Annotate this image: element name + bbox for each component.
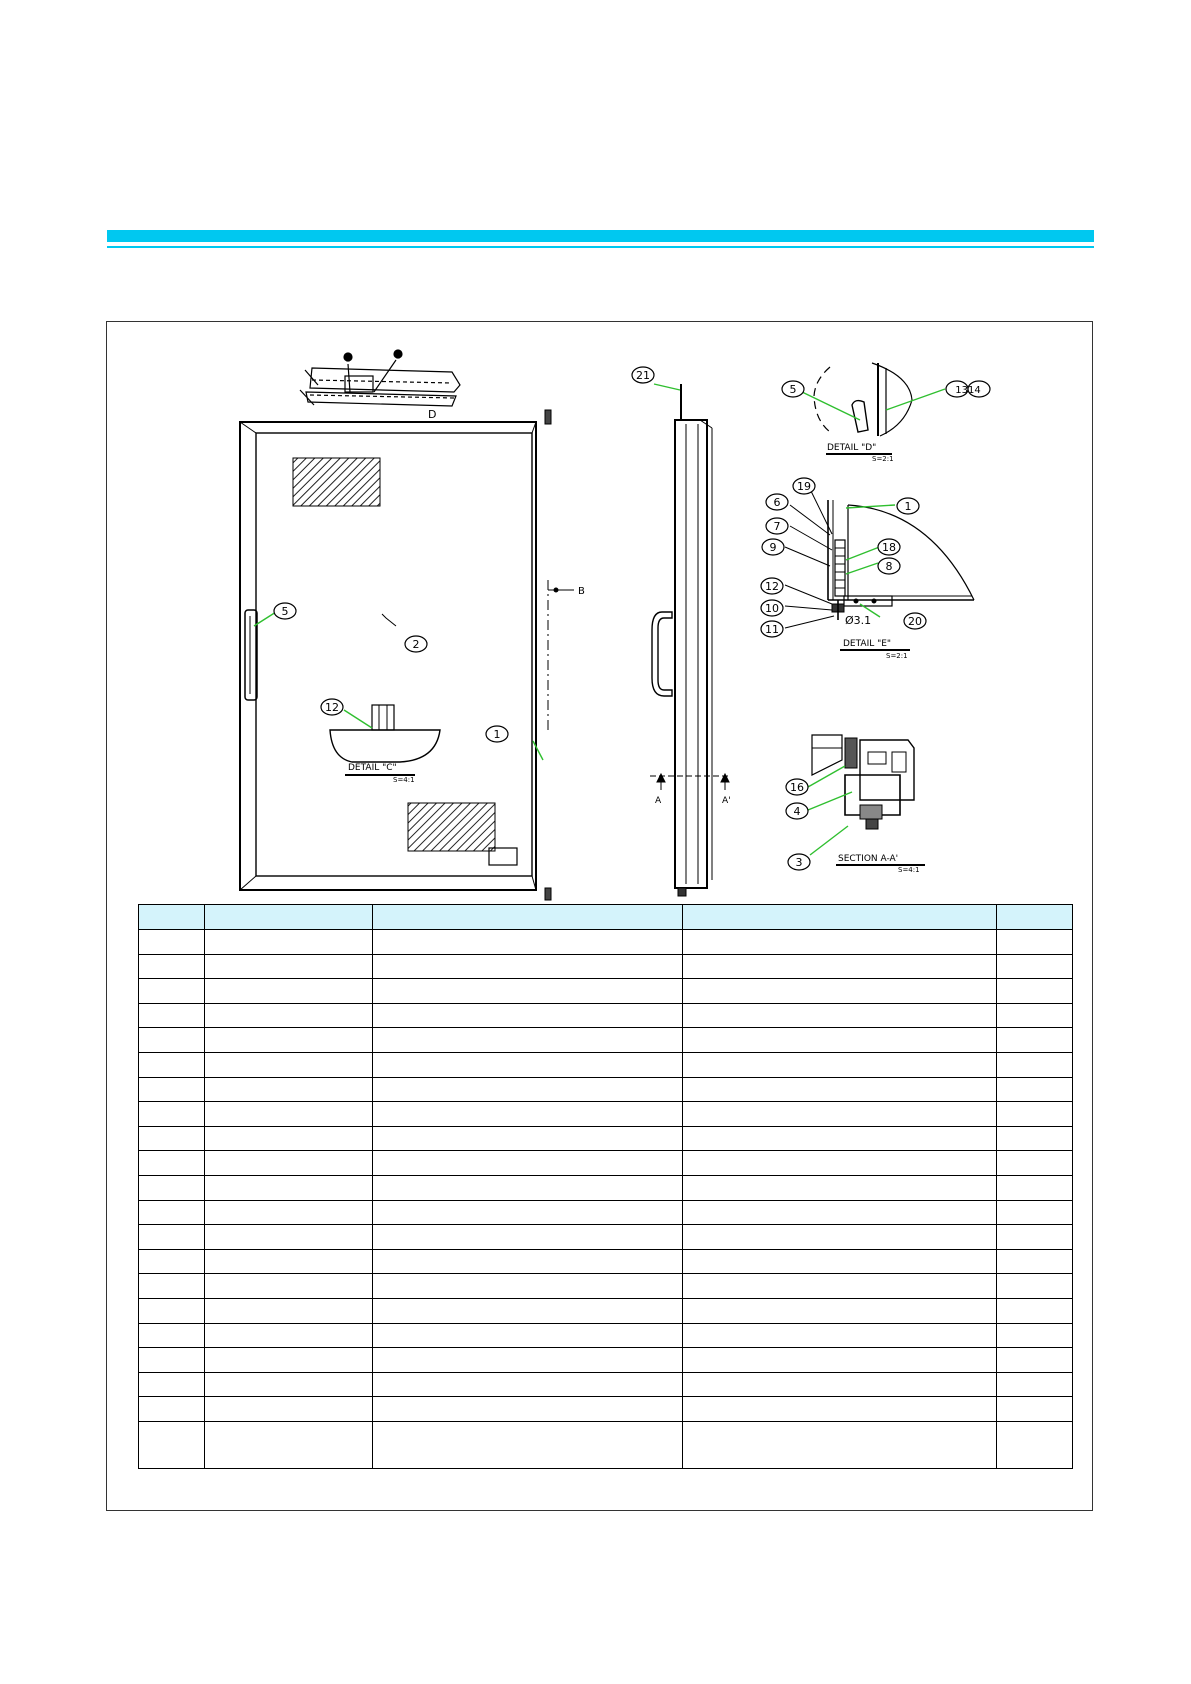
table-cell: [683, 1077, 997, 1102]
mark-a-prime: A': [722, 796, 731, 806]
table-cell: [205, 1077, 373, 1102]
callout-3: 3: [795, 856, 803, 869]
table-row: [139, 1397, 1073, 1422]
table-cell: [997, 1126, 1073, 1151]
table-row: [139, 930, 1073, 955]
table-cell: [683, 930, 997, 955]
table-row: [139, 1274, 1073, 1299]
table-cell: [205, 1225, 373, 1250]
table-cell: [139, 1175, 205, 1200]
table-cell: [205, 1249, 373, 1274]
table-cell: [997, 1200, 1073, 1225]
table-row: [139, 1200, 1073, 1225]
table-cell: [373, 1298, 683, 1323]
table-row: [139, 1077, 1073, 1102]
table-cell: [373, 930, 683, 955]
detail-e: [828, 500, 974, 650]
table-cell: [683, 1003, 997, 1028]
callout-7: 7: [773, 520, 781, 533]
table-cell: [139, 1052, 205, 1077]
table-row: [139, 1323, 1073, 1348]
table-cell: [683, 1200, 997, 1225]
table-cell: [683, 1298, 997, 1323]
callout-21: 21: [636, 369, 650, 382]
table-cell: [139, 1372, 205, 1397]
table-cell: [373, 1274, 683, 1299]
table-cell: [683, 1028, 997, 1053]
table-cell: [205, 1003, 373, 1028]
table-row: [139, 1003, 1073, 1028]
table-row: [139, 1225, 1073, 1250]
table-cell: [373, 1225, 683, 1250]
table-cell: [373, 1348, 683, 1373]
table-cell: [205, 1298, 373, 1323]
table-cell: [373, 1052, 683, 1077]
table-cell: [373, 954, 683, 979]
callout-1: 1: [493, 728, 501, 741]
table-row: [139, 1175, 1073, 1200]
table-cell: [139, 1003, 205, 1028]
table-cell: [205, 1028, 373, 1053]
table-cell: [683, 1225, 997, 1250]
phi-label: Ø3.1: [845, 614, 872, 627]
table-cell: [997, 1003, 1073, 1028]
callout-2: 2: [412, 638, 420, 651]
table-row: [139, 1249, 1073, 1274]
table-row: [139, 1421, 1073, 1468]
table-cell: [373, 1249, 683, 1274]
detail-d-scale: S=2:1: [872, 455, 894, 463]
table-cell: [997, 1077, 1073, 1102]
callout-8: 8: [885, 560, 893, 573]
table-row: [139, 1102, 1073, 1127]
table-cell: [373, 1397, 683, 1422]
table-cell: [683, 1052, 997, 1077]
table-cell: [997, 1225, 1073, 1250]
table-row: [139, 1298, 1073, 1323]
table-cell: [373, 1421, 683, 1468]
table-row: [139, 1052, 1073, 1077]
table-cell: [683, 954, 997, 979]
table-cell: [997, 1249, 1073, 1274]
mark-b: B: [578, 586, 585, 597]
section-aa: [812, 735, 925, 865]
table-cell: [683, 1348, 997, 1373]
table-cell: [139, 1421, 205, 1468]
table-cell: [139, 954, 205, 979]
parts-table-body: [139, 930, 1073, 1469]
callout-5: 5: [281, 605, 289, 618]
table-cell: [683, 1175, 997, 1200]
table-cell: [205, 930, 373, 955]
table-cell: [373, 1323, 683, 1348]
callout-10: 10: [765, 602, 779, 615]
callout-1: 1: [904, 500, 912, 513]
table-cell: [997, 1102, 1073, 1127]
table-cell: [205, 979, 373, 1004]
table-cell: [997, 1274, 1073, 1299]
table-cell: [139, 1274, 205, 1299]
table-cell: [139, 1102, 205, 1127]
table-cell: [139, 930, 205, 955]
header-cell: [139, 905, 205, 930]
callout-18: 18: [882, 541, 896, 554]
table-cell: [139, 1397, 205, 1422]
table-cell: [997, 1052, 1073, 1077]
detail-e-scale: S=2:1: [886, 652, 908, 660]
detail-e-label: DETAIL "E": [843, 639, 892, 649]
section-aa-scale: S=4:1: [898, 866, 920, 874]
table-cell: [373, 1126, 683, 1151]
parts-table-header: [139, 905, 1073, 930]
table-row: [139, 979, 1073, 1004]
header-cell: [205, 905, 373, 930]
table-cell: [997, 930, 1073, 955]
table-cell: [139, 1151, 205, 1176]
callout-6: 6: [773, 496, 781, 509]
table-cell: [205, 1372, 373, 1397]
table-cell: [997, 1175, 1073, 1200]
table-cell: [683, 1372, 997, 1397]
table-cell: [205, 1323, 373, 1348]
callout-9: 9: [769, 541, 777, 554]
table-cell: [139, 1077, 205, 1102]
callout-4: 4: [793, 805, 801, 818]
table-cell: [205, 1151, 373, 1176]
callout-13-14: 1314: [955, 385, 981, 396]
table-cell: [139, 1225, 205, 1250]
table-cell: [997, 1397, 1073, 1422]
table-cell: [997, 1348, 1073, 1373]
table-row: [139, 1028, 1073, 1053]
table-cell: [373, 1102, 683, 1127]
table-cell: [683, 1249, 997, 1274]
detail-d: [814, 363, 912, 454]
table-row: [139, 1372, 1073, 1397]
table-cell: [683, 1421, 997, 1468]
table-cell: [997, 1151, 1073, 1176]
detail-d-label: DETAIL "D": [827, 443, 877, 453]
table-cell: [683, 1397, 997, 1422]
table-cell: [997, 1028, 1073, 1053]
table-cell: [683, 1274, 997, 1299]
table-cell: [205, 954, 373, 979]
table-cell: [205, 1274, 373, 1299]
leader-lines-black: [785, 489, 834, 628]
table-cell: [373, 1151, 683, 1176]
table-cell: [139, 1348, 205, 1373]
table-cell: [139, 1323, 205, 1348]
table-cell: [139, 1298, 205, 1323]
mark-d: D: [428, 408, 437, 421]
table-cell: [139, 1028, 205, 1053]
table-row: [139, 1126, 1073, 1151]
callout-12: 12: [325, 701, 339, 714]
header-cell: [373, 905, 683, 930]
parts-list-table: [138, 904, 1073, 1469]
table-cell: [683, 1126, 997, 1151]
table-cell: [373, 1077, 683, 1102]
table-cell: [139, 1200, 205, 1225]
table-cell: [373, 1175, 683, 1200]
table-cell: [373, 1028, 683, 1053]
header-cell: [997, 905, 1073, 930]
table-cell: [373, 1003, 683, 1028]
table-cell: [205, 1102, 373, 1127]
table-cell: [997, 979, 1073, 1004]
table-cell: [683, 979, 997, 1004]
section-aa-label: SECTION A-A': [838, 854, 899, 864]
callout-19: 19: [797, 480, 811, 493]
top-hinge-detail: [300, 350, 460, 406]
callout-5: 5: [789, 383, 797, 396]
table-cell: [139, 979, 205, 1004]
table-cell: [205, 1348, 373, 1373]
table-cell: [997, 1372, 1073, 1397]
callout-12: 12: [765, 580, 779, 593]
callout-16: 16: [790, 781, 804, 794]
table-cell: [139, 1126, 205, 1151]
table-row: [139, 954, 1073, 979]
table-row: [139, 1348, 1073, 1373]
callout-20: 20: [908, 615, 922, 628]
table-cell: [205, 1200, 373, 1225]
callout-11: 11: [765, 623, 779, 636]
table-cell: [373, 1372, 683, 1397]
table-cell: [205, 1126, 373, 1151]
mark-a: A: [655, 796, 662, 806]
table-cell: [205, 1421, 373, 1468]
callout-circles: [274, 367, 990, 870]
detail-c-label: DETAIL "C": [348, 763, 397, 773]
detail-c-scale: S=4:1: [393, 776, 415, 784]
door-side-view: [650, 384, 730, 896]
table-cell: [205, 1175, 373, 1200]
table-cell: [139, 1249, 205, 1274]
table-cell: [683, 1102, 997, 1127]
table-row: [139, 1151, 1073, 1176]
table-cell: [997, 1421, 1073, 1468]
header-cell: [683, 905, 997, 930]
table-cell: [373, 1200, 683, 1225]
table-cell: [205, 1397, 373, 1422]
table-cell: [205, 1052, 373, 1077]
table-cell: [997, 1298, 1073, 1323]
table-cell: [683, 1323, 997, 1348]
door-front-view: [240, 410, 574, 900]
table-cell: [683, 1151, 997, 1176]
table-cell: [997, 954, 1073, 979]
table-cell: [373, 979, 683, 1004]
table-cell: [997, 1323, 1073, 1348]
